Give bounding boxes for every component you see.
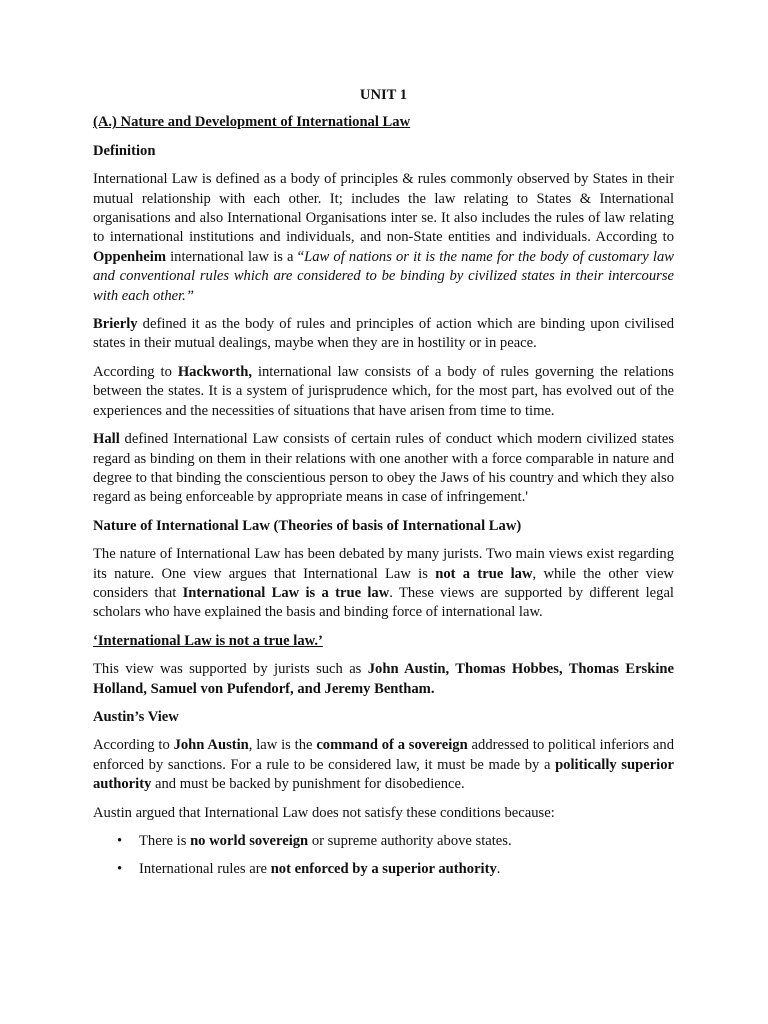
text-run: International Law is defined as a body of principles & rules commonly observed by States in their mutual relationship with each other. It; includes the law relating to States & International organisations and also International Organisations inter se. It also includes the rules of law relating to international institutions and individuals, and non-State entities and individuals. According to [93,171,674,246]
hall-paragraph [93,430,674,508]
nature-heading: Nature of International Law (Theories of basis of International Law) [93,517,522,534]
bold-run: not a true law [435,565,533,582]
austin-heading: Austin’s View [93,708,179,725]
text-run: international law is a “ [165,248,305,265]
austin-paragraph [93,736,674,794]
hackworth-paragraph [93,363,674,421]
text-run: . These views are supported by different legal scholars who have explained the basis and binding force of international law. [93,584,674,621]
bold-run: Hall [93,431,120,448]
section-heading: (A.) Nature and Development of International Law [93,114,411,131]
brierly-paragraph [93,315,674,354]
text-run: international law consists of a body of rules governing the relations between the states. It is a system of jurisprudence which, for the most part, has evolved out of the experiences and the necessities of situations that have arisen from time to time. [93,363,674,419]
italic-quote: Law of nations or it is the name for the body of customary law and conventional rules which are considered to be binding by civilized states in their intercourse with each other.” [93,248,674,304]
bullet-list [93,832,674,880]
text-run: and must be backed by punishment for disobedience. [151,776,465,793]
text-run: or supreme authority above states. [308,833,512,849]
text-run: According to [93,363,178,380]
bullet-icon: • [117,861,123,878]
text-run: defined International Law consists of certain rules of conduct which modern civilized states regard as binding on them in their relations with one another with a force comparable in nature and degree to that binding the conscientious person to obey the Jaws of his country and which they also regard as being enforceable by appropriate means in case of infringement.' [93,431,674,506]
not-true-law-heading: ‘International Law is not a true law.’ [93,632,323,649]
text-run: . [496,861,501,878]
bold-run: no world sovereign [190,833,309,849]
text-run: The nature of International Law has been debated by many jurists. Two main views exist regarding its nature. One view argues that International Law is [93,546,674,582]
text-run: , law is the [248,737,317,754]
bold-run: Oppenheim [93,248,166,265]
bold-run: politically superior authority [93,756,674,793]
bold-run: command of a sovereign [316,737,468,754]
definition-heading: Definition [93,142,156,159]
list-item [93,860,674,879]
text-run: addressed to political inferiors and enforced by sanctions. For a rule to be considered law, it must be made by a [93,737,675,773]
document-page [93,86,674,889]
bold-run: International Law is a true law [182,584,390,601]
bold-run: John Austin, Thomas Hobbes, Thomas Erskine Holland, Samuel von Pufendorf, and Jeremy Bentham. [93,661,675,697]
text-run: According to [93,737,174,754]
bold-run: Hackworth, [177,363,253,380]
unit-title: UNIT 1 [359,87,408,103]
text-run: International rules are [139,861,271,878]
bold-run: not enforced by a superior authority [270,861,497,878]
bullet-icon: • [117,833,123,849]
bold-run: Brierly [93,316,138,333]
text-run: , while the other view considers that [93,565,674,601]
definition-paragraph [93,170,674,306]
supporters-paragraph [93,660,674,699]
text-run: This view was supported by jurists such as [93,661,368,678]
text-run: defined it as the body of rules and principles of action which are binding upon civilised states in their mutual dealings, maybe when they are in hostility or in peace. [93,316,674,352]
bold-run: John Austin [173,737,249,754]
text-run: There is [139,833,191,849]
list-item [93,832,674,851]
nature-paragraph [93,545,674,623]
austin-argument-paragraph: Austin argued that International Law does not satisfy these conditions because: [93,804,555,821]
